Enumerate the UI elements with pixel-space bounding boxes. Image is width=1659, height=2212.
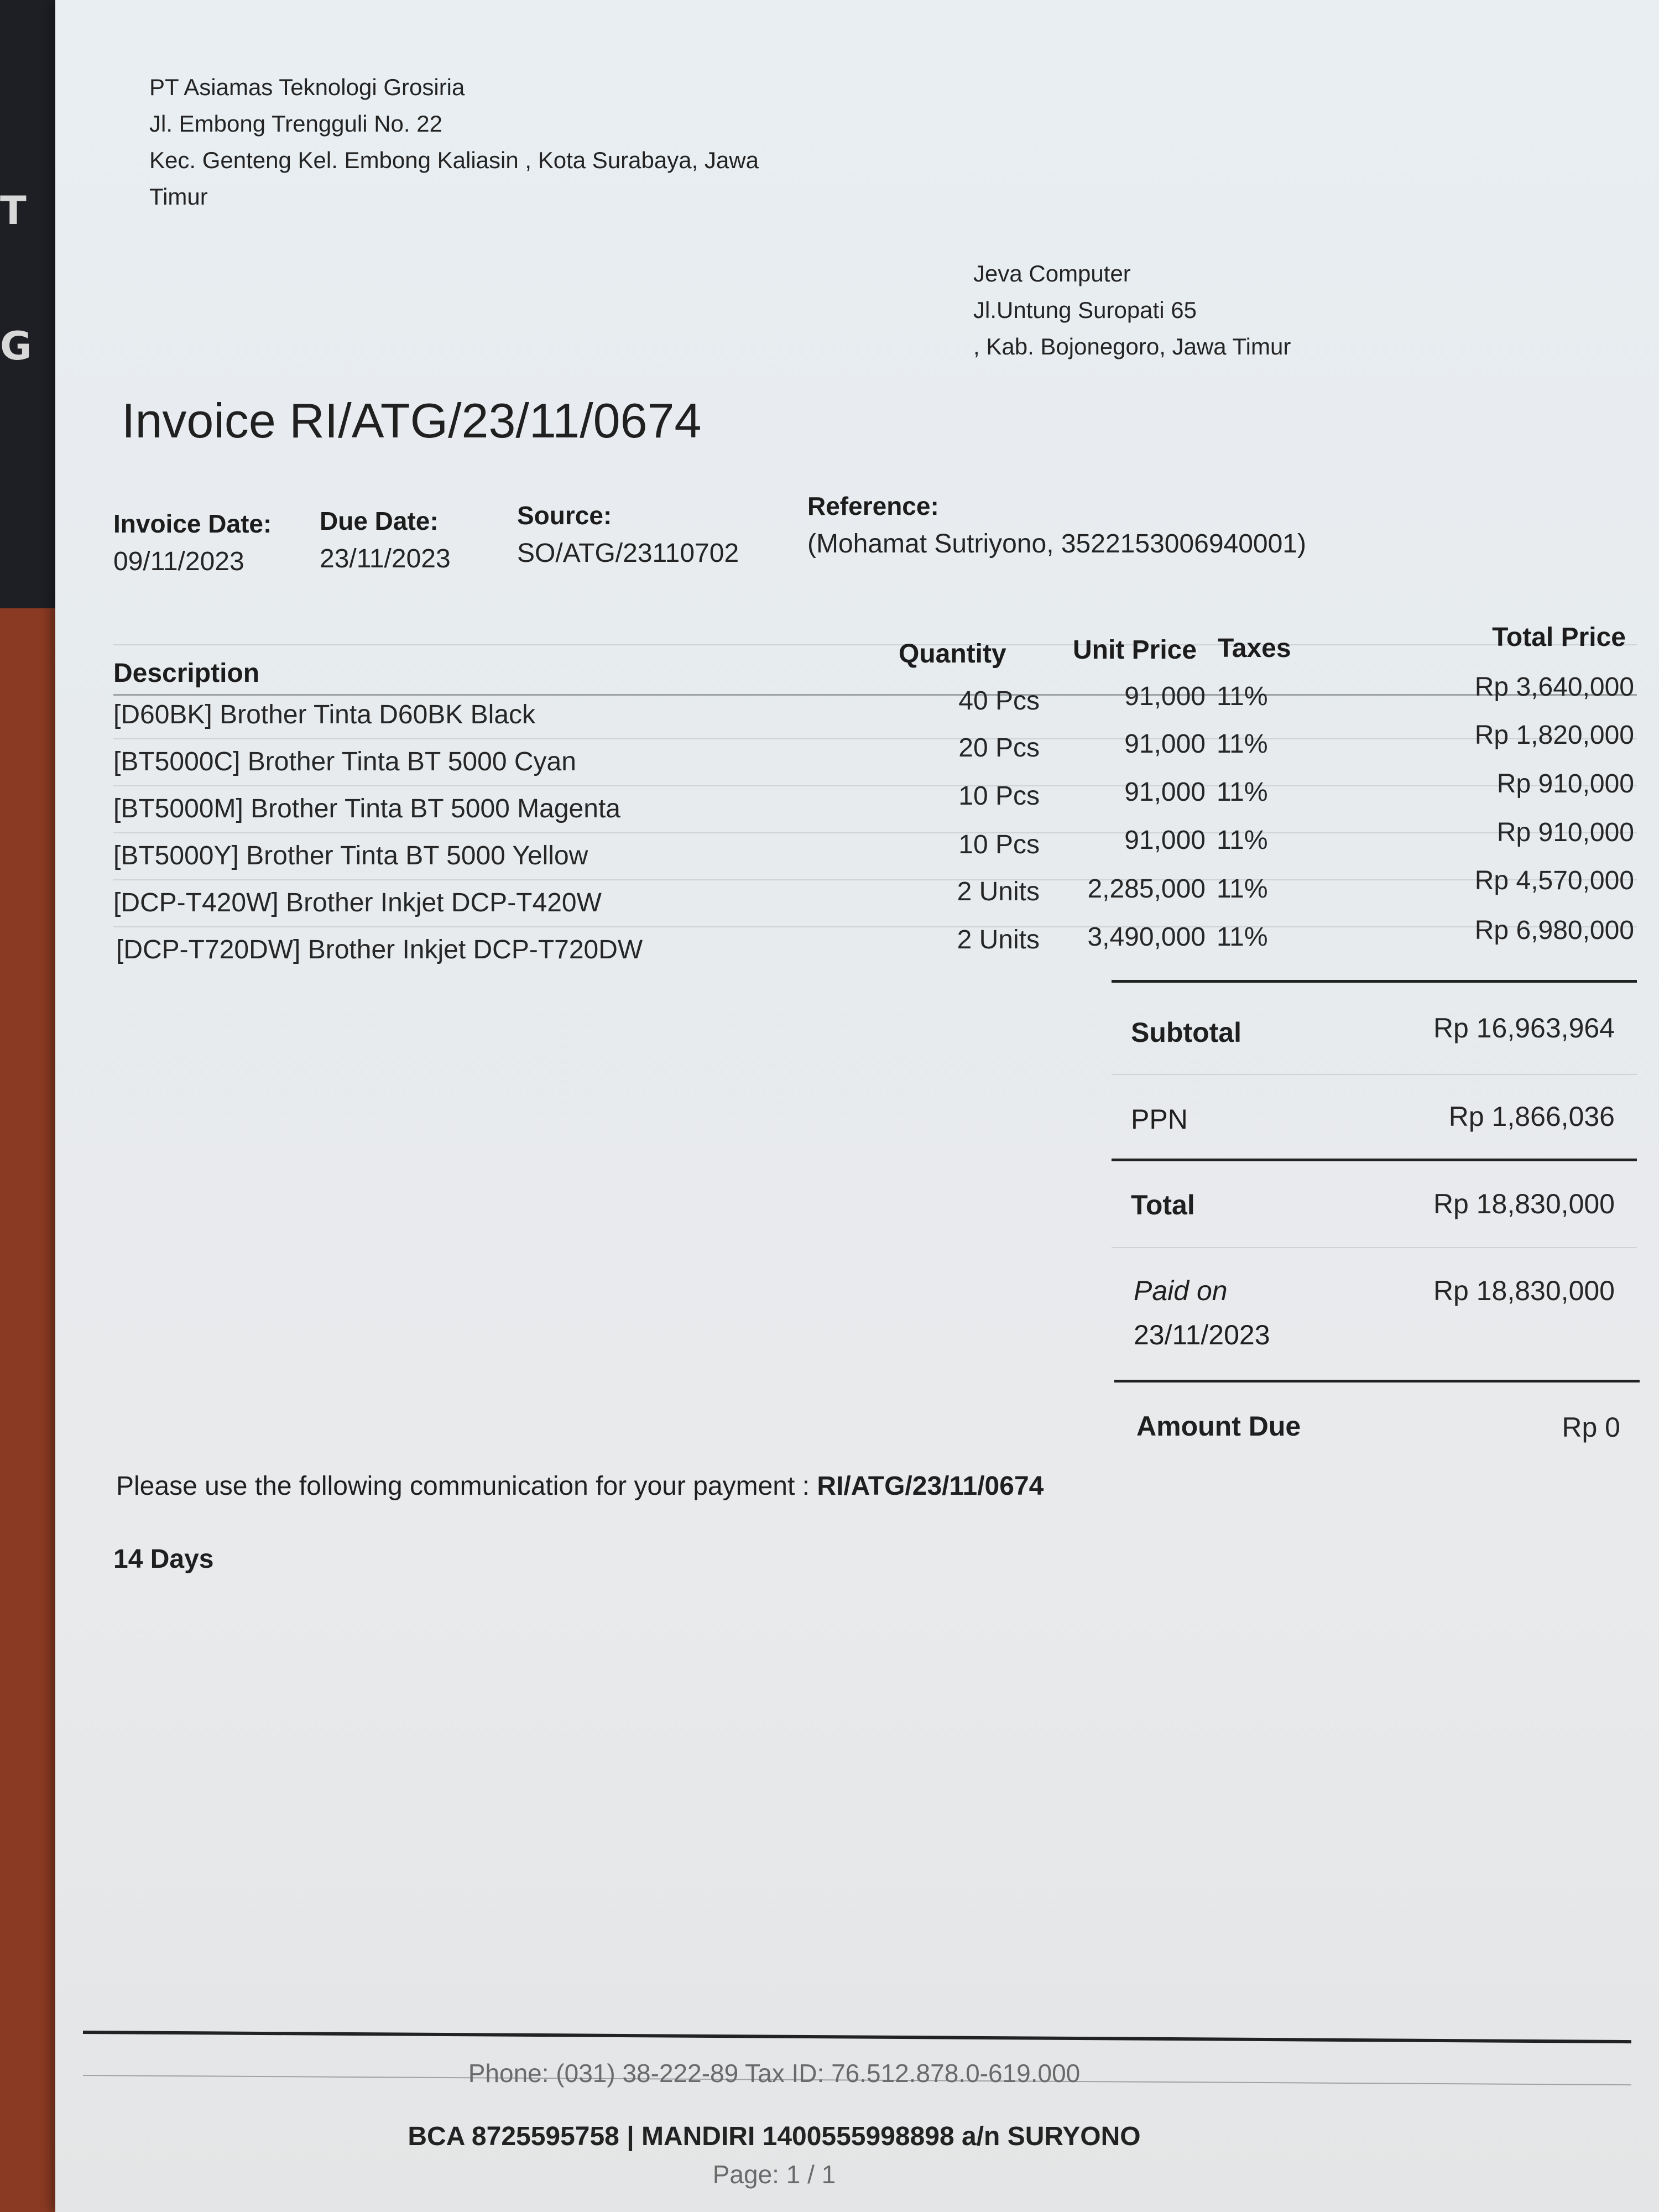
invoice-date-label: Invoice Date: [113, 509, 272, 538]
row-unit-price: 3,490,000 [1087, 922, 1206, 952]
source-block [517, 500, 739, 568]
footer-contact: Phone: (031) 38-222-89 Tax ID: 76.512.878.0-619.000 [468, 2059, 1081, 2088]
row-taxes: 11% [1217, 778, 1268, 807]
row-description: [D60BK] Brother Tinta D60BK Black [113, 700, 536, 729]
row-quantity: 10 Pcs [958, 830, 1040, 859]
col-quantity-header: Quantity [899, 639, 1006, 669]
invoice-title: Invoice RI/ATG/23/11/0674 [122, 393, 702, 448]
footer-bank-accounts: BCA 8725595758 | MANDIRI 1400555998898 a/n SURYONO [408, 2122, 1141, 2151]
background-edge-letter: T [0, 188, 27, 233]
reference-block [807, 491, 1306, 559]
company-address-line: Jl. Embong Trengguli No. 22 [149, 111, 442, 137]
customer-name: Jeva Computer [973, 260, 1131, 286]
totals-divider-strong [1114, 1380, 1640, 1383]
row-taxes: 11% [1217, 682, 1268, 711]
company-address-line: Kec. Genteng Kel. Embong Kaliasin , Kota Surabaya, Jawa [149, 147, 759, 173]
page-number: Page: 1 / 1 [712, 2160, 836, 2189]
subtotal-value: Rp 16,963,964 [1433, 1013, 1615, 1044]
row-total: Rp 1,820,000 [1474, 721, 1634, 750]
row-taxes: 11% [1217, 922, 1268, 952]
row-description: [DCP-T420W] Brother Inkjet DCP-T420W [113, 888, 602, 917]
subtotal-label: Subtotal [1131, 1017, 1241, 1048]
payment-note [116, 1471, 1044, 1501]
row-taxes: 11% [1217, 826, 1268, 855]
paid-on-date: 23/11/2023 [1134, 1319, 1270, 1350]
row-total: Rp 910,000 [1496, 769, 1634, 799]
totals-divider [1112, 1074, 1637, 1075]
row-total: Rp 6,980,000 [1474, 916, 1634, 945]
row-quantity: 2 Units [957, 877, 1040, 906]
payment-note-text: Please use the following communication for your payment : [116, 1472, 817, 1501]
total-value: Rp 18,830,000 [1433, 1188, 1615, 1219]
due-date-value: 23/11/2023 [320, 544, 451, 573]
footer-rule [83, 2031, 1631, 2043]
row-description: [BT5000C] Brother Tinta BT 5000 Cyan [113, 747, 576, 776]
row-unit-price: 2,285,000 [1087, 874, 1206, 904]
ppn-label: PPN [1131, 1104, 1188, 1135]
reference-label: Reference: [807, 492, 939, 520]
invoice-date-block [113, 509, 272, 577]
background-edge-letter: G [0, 324, 32, 369]
due-date-block [320, 506, 451, 574]
paid-on-label: Paid on [1134, 1275, 1228, 1306]
row-quantity: 20 Pcs [958, 733, 1040, 763]
paid-value: Rp 18,830,000 [1433, 1275, 1615, 1306]
amount-due-value: Rp 0 [1562, 1412, 1620, 1443]
row-description: [BT5000Y] Brother Tinta BT 5000 Yellow [113, 841, 588, 870]
source-label: Source: [517, 501, 612, 530]
row-unit-price: 91,000 [1124, 778, 1206, 807]
ppn-value: Rp 1,866,036 [1448, 1101, 1615, 1132]
row-taxes: 11% [1217, 729, 1268, 759]
company-address-line: Timur [149, 184, 208, 210]
row-unit-price: 91,000 [1124, 729, 1206, 759]
reference-value: (Mohamat Sutriyono, 3522153006940001) [807, 529, 1306, 559]
invoice-date-value: 09/11/2023 [113, 547, 244, 576]
totals-top-rule [1112, 980, 1637, 983]
col-description-header: Description [113, 659, 260, 688]
col-taxes-header: Taxes [1218, 634, 1291, 663]
payment-terms: 14 Days [113, 1545, 214, 1574]
due-date-label: Due Date: [320, 507, 439, 535]
amount-due-label: Amount Due [1136, 1411, 1301, 1442]
row-total: Rp 910,000 [1496, 818, 1634, 847]
row-taxes: 11% [1217, 874, 1268, 904]
totals-divider [1112, 1247, 1637, 1248]
row-quantity: 10 Pcs [958, 781, 1040, 811]
row-description: [DCP-T720DW] Brother Inkjet DCP-T720DW [116, 935, 643, 964]
customer-address-line: , Kab. Bojonegoro, Jawa Timur [973, 333, 1291, 359]
company-name: PT Asiamas Teknologi Grosiria [149, 74, 465, 100]
customer-block [973, 255, 1291, 365]
row-quantity: 2 Units [957, 925, 1040, 954]
col-unit-price-header: Unit Price [1073, 635, 1197, 665]
row-description: [BT5000M] Brother Tinta BT 5000 Magenta [113, 794, 620, 823]
row-unit-price: 91,000 [1124, 682, 1206, 711]
total-label: Total [1131, 1190, 1195, 1220]
invoice-paper [55, 0, 1659, 2212]
customer-address-line: Jl.Untung Suropati 65 [973, 297, 1197, 323]
company-block [149, 69, 759, 215]
row-quantity: 40 Pcs [958, 686, 1040, 716]
row-total: Rp 3,640,000 [1474, 672, 1634, 702]
col-total-price-header: Total Price [1492, 623, 1626, 652]
totals-divider-strong [1112, 1159, 1637, 1161]
payment-reference: RI/ATG/23/11/0674 [817, 1472, 1044, 1501]
source-value: SO/ATG/23110702 [517, 539, 739, 568]
row-total: Rp 4,570,000 [1474, 866, 1634, 895]
row-unit-price: 91,000 [1124, 826, 1206, 855]
